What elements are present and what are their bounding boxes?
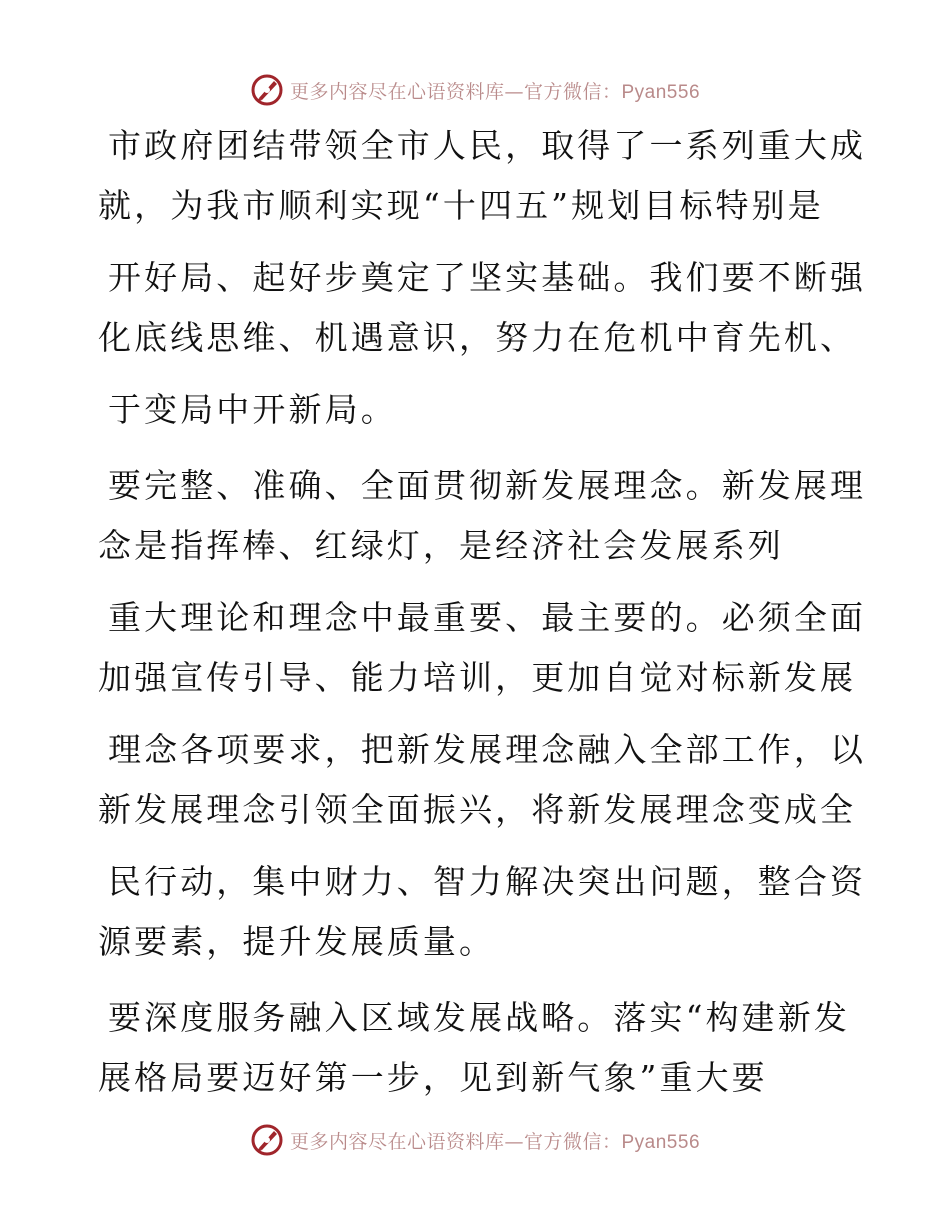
quill-seal-icon	[250, 1123, 284, 1157]
text-line: 就，为我市顺利实现“十四五”规划目标特别是	[98, 186, 824, 225]
text-line: 新发展理念引领全面振兴，将新发展理念变成全	[98, 790, 857, 829]
watermark-text: 更多内容尽在心语资料库—官方微信：Pyan556	[289, 80, 701, 103]
footer-watermark	[0, 1120, 950, 1160]
text-line: 于变局中开新局。	[108, 390, 397, 429]
text-line: 开好局、起好步奠定了坚实基础。我们要不断强	[108, 258, 867, 297]
quill-seal-icon	[250, 73, 284, 107]
text-line: 市政府团结带领全市人民，取得了一系列重大成	[108, 126, 867, 165]
text-line: 要完整、准确、全面贯彻新发展理念。新发展理	[108, 466, 867, 505]
text-line: 加强宣传引导、能力培训，更加自觉对标新发展	[98, 658, 857, 697]
text-line: 化底线思维、机遇意识，努力在危机中育先机、	[98, 318, 857, 357]
text-line: 展格局要迈好第一步，见到新气象”重大要	[98, 1058, 768, 1097]
text-line: 要深度服务融入区域发展战略。落实“构建新发	[108, 998, 850, 1037]
watermark-account: Pyan556	[621, 81, 701, 103]
text-line: 重大理论和理念中最重要、最主要的。必须全面	[108, 598, 867, 637]
watermark-account: Pyan556	[621, 1131, 701, 1153]
text-line: 念是指挥棒、红绿灯，是经济社会发展系列	[98, 526, 784, 565]
text-line: 民行动，集中财力、智力解决突出问题，整合资	[108, 862, 867, 901]
header-watermark	[0, 70, 950, 110]
watermark-text: 更多内容尽在心语资料库—官方微信：Pyan556	[289, 1130, 701, 1153]
text-line: 源要素，提升发展质量。	[98, 922, 496, 961]
text-line: 理念各项要求，把新发展理念融入全部工作，以	[108, 730, 867, 769]
